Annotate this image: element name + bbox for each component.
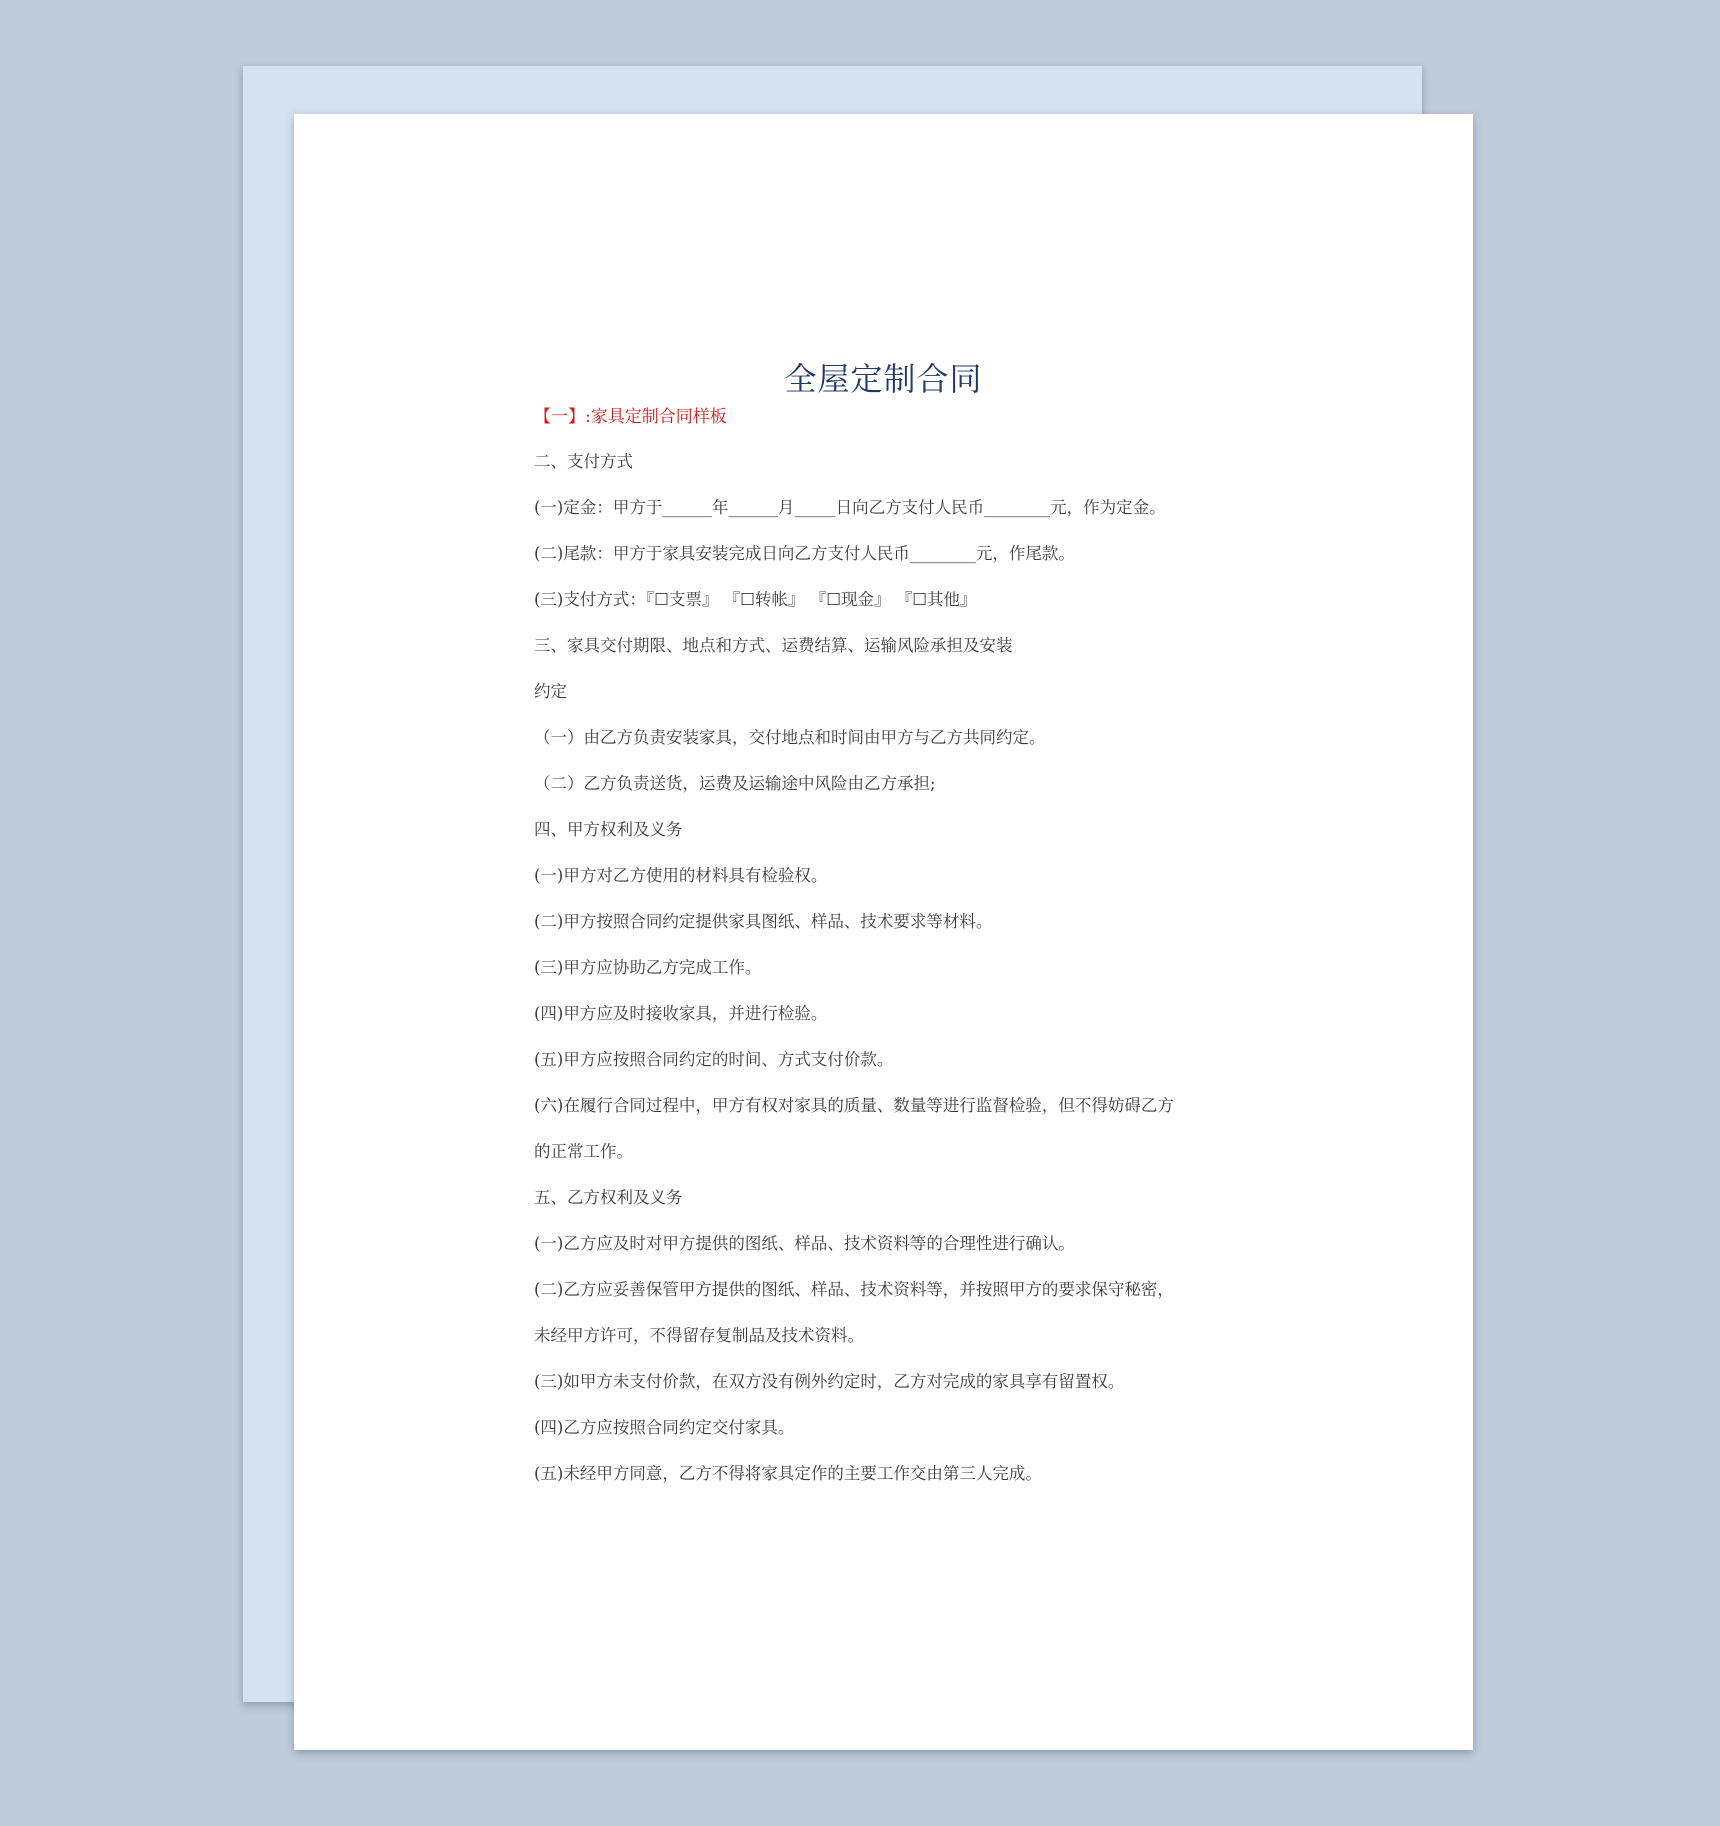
text-line: 五、乙方权利及义务 — [534, 1188, 683, 1207]
text-line: 未经甲方许可，不得留存复制品及技术资料。 — [534, 1326, 864, 1345]
document-page — [294, 114, 1473, 1750]
document-body — [534, 448, 1174, 1506]
text-line: (五)甲方应按照合同约定的时间、方式支付价款。 — [534, 1050, 894, 1069]
text-line: 二、支付方式 — [534, 452, 633, 471]
text-line: （一）由乙方负责安装家具，交付地点和时间由甲方与乙方共同约定。 — [534, 728, 1046, 747]
text-line: (六)在履行合同过程中，甲方有权对家具的质量、数量等进行监督检验，但不得妨碍乙方 — [534, 1096, 1174, 1115]
text-line: (三)如甲方未支付价款，在双方没有例外约定时，乙方对完成的家具享有留置权。 — [534, 1372, 1125, 1391]
text-line: (三)甲方应协助乙方完成工作。 — [534, 958, 762, 977]
text-line: 的正常工作。 — [534, 1142, 633, 1161]
text-line: （二）乙方负责送货，运费及运输途中风险由乙方承担; — [534, 774, 936, 793]
text-line: 约定 — [534, 682, 567, 701]
text-line: (三)支付方式：『☐支票』 『☐转帐』 『☐现金』 『☐其他』 — [534, 590, 977, 609]
text-line: (二)乙方应妥善保管甲方提供的图纸、样品、技术资料等，并按照甲方的要求保守秘密， — [534, 1280, 1174, 1299]
text-line: (二)甲方按照合同约定提供家具图纸、样品、技术要求等材料。 — [534, 912, 993, 931]
text-line: (一)甲方对乙方使用的材料具有检验权。 — [534, 866, 828, 885]
text-line: (一)乙方应及时对甲方提供的图纸、样品、技术资料等的合理性进行确认。 — [534, 1234, 1075, 1253]
text-line: (五)未经甲方同意，乙方不得将家具定作的主要工作交由第三人完成。 — [534, 1464, 1042, 1483]
text-line: (一)定金：甲方于______年______月_____日向乙方支付人民币________元，作为定金。 — [534, 498, 1166, 517]
document-subtitle: 【一】:家具定制合同样板 — [534, 407, 727, 427]
text-line: (二)尾款：甲方于家具安装完成日向乙方支付人民币________元，作尾款。 — [534, 544, 1075, 563]
text-line: (四)甲方应及时接收家具，并进行检验。 — [534, 1004, 828, 1023]
text-line: 四、甲方权利及义务 — [534, 820, 683, 839]
text-line: (四)乙方应按照合同约定交付家具。 — [534, 1418, 795, 1437]
document-title: 全屋定制合同 — [784, 360, 983, 398]
text-line: 三、家具交付期限、地点和方式、运费结算、运输风险承担及安装 — [534, 636, 1013, 655]
